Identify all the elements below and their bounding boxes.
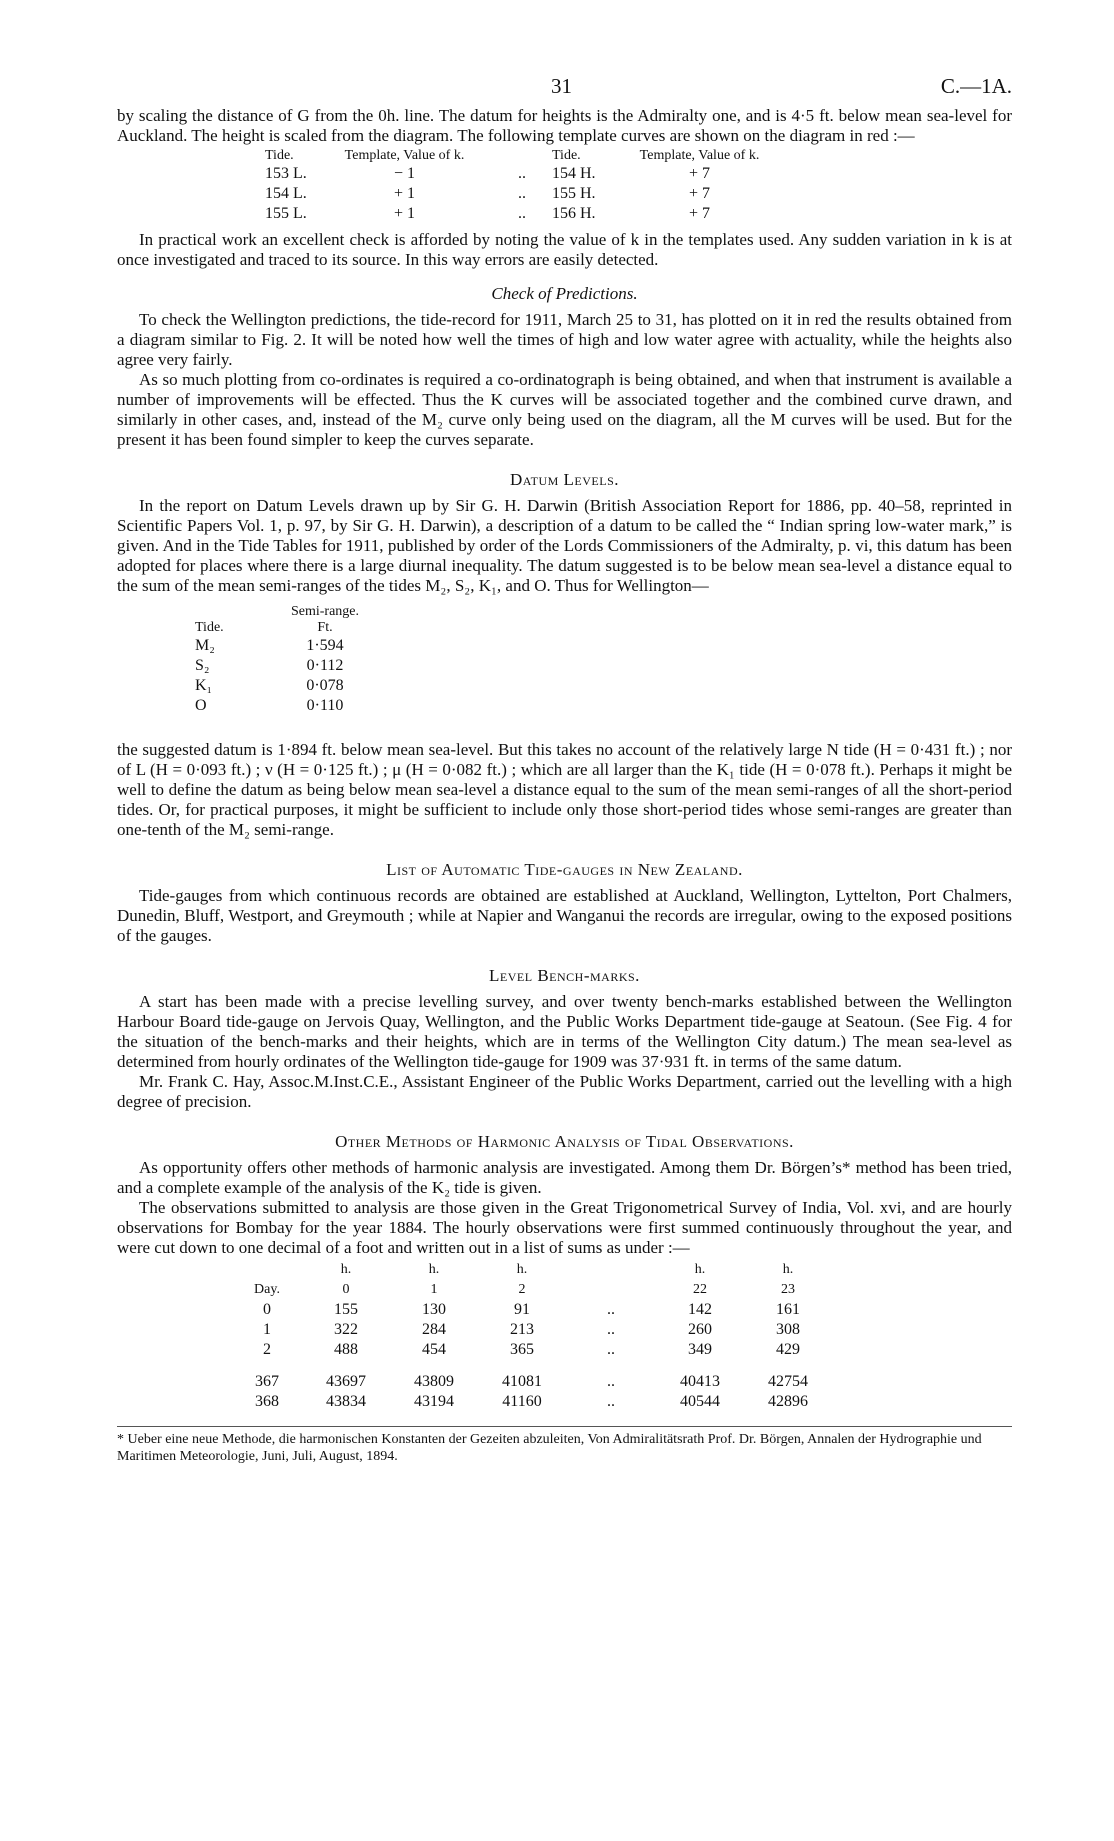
tide-cell: K₁ <box>195 677 213 694</box>
hour-unit: h. <box>340 1262 352 1277</box>
paragraph-check: In practical work an excellent check is afforded by noting the value of k in the templates used. Any sudden variation in k is at once investigated and traced to its source. In this way errors are easily detected. <box>117 230 1012 269</box>
table-row <box>195 656 365 676</box>
section-code: C.—1A. <box>940 74 1012 98</box>
col-header-semi-range: Semi-range. <box>290 604 360 619</box>
col-header-template-2: Template, Value of k. <box>639 148 760 163</box>
paragraph-suggested-datum: the suggested datum is 1·894 ft. below mean sea-level. But this takes no account of the relatively large N tide (H = 0·431 ft.) ; nor of L (H = 0·093 ft.) ; ν (H = 0·125 ft.) ; μ (H = 0·082 ft.) ; which are all larger than the K₁ tide (H = 0·078 ft.). Perhaps it might be well to define the datum as being below mean sea-level a distance equal to the sum of the mean semi-ranges of all the short-period tides. Or, for practical purposes, it might be sufficient to include only those short-period tides whose semi-ranges are greater than one-tenth of the M₂ semi-range. <box>117 740 1012 839</box>
k-cell: + 1 <box>393 205 416 222</box>
k-cell: + 1 <box>393 185 416 202</box>
table-row <box>195 676 365 696</box>
tide-cell: 156 H. <box>552 205 596 222</box>
heading-tide-gauges: List of Automatic Tide-gauges in New Zealand. <box>386 860 743 879</box>
tide-cell: 155 H. <box>552 185 596 202</box>
heading-bench-marks: Level Bench-marks. <box>489 966 640 985</box>
hourly-sums-table <box>232 1260 832 1412</box>
col-header-hour <box>566 1280 656 1300</box>
table-row: 367 43697 43809 41081 .. 40413 42754 <box>255 1373 808 1390</box>
table-row <box>195 696 365 716</box>
paragraph-wellington-predictions: To check the Wellington predictions, the tide-record for 1911, March 25 to 31, has plotted on it in red the results obtained from a diagram similar to Fig. 2. It will be noted how well the times of high and low water agree with actuality, while the heights also agree very fairly. <box>117 310 1012 369</box>
k-cell: + 7 <box>688 165 711 182</box>
template-table <box>265 148 787 224</box>
paragraph-frank-hay: Mr. Frank C. Hay, Assoc.M.Inst.C.E., Assistant Engineer of the Public Works Department, carried out the levelling with a high degree of precision. <box>117 1072 1012 1111</box>
paragraph-observations: The observations submitted to analysis are those given in the Great Trigonometrical Survey of India, Vol. xvi, and are hourly observations for Bombay for the year 1884. The hourly observations were first summed continuously throughout the year, and were cut down to one decimal of a foot and written out in a list of sums as under :— <box>117 1198 1012 1257</box>
value-cell: 1·594 <box>306 637 344 654</box>
hour-unit: h. <box>428 1262 440 1277</box>
tide-cell: M₂ <box>195 637 215 654</box>
table-row: 0 155 130 91 .. 142 161 <box>263 1301 800 1318</box>
heading-other-methods: Other Methods of Harmonic Analysis of Tidal Observations. <box>335 1132 794 1151</box>
tide-cell: 155 L. <box>265 205 307 222</box>
paragraph-tide-gauges: Tide-gauges from which continuous records are obtained are established at Auckland, Wellington, Lyttelton, Port Chalmers, Dunedin, Bluff, Westport, and Greymouth ; while at Napier and Wanganui the records are irregular, owing to the exposed positions of the gauges. <box>117 886 1012 945</box>
tide-cell: 154 H. <box>552 165 596 182</box>
paragraph-levelling-survey: A start has been made with a precise levelling survey, and over twenty bench-marks established between the Wellington Harbour Board tide-gauge on Jervois Quay, Wellington, and the Public Works Department tide-gauge at Seatoun. (See Fig. 4 for the situation of the bench-marks and their heights, which are in terms of the Wellington City datum.) The mean sea-level as determined from hourly ordinates of the Wellington tide-gauge for 1909 was 37·931 ft. in terms of the same datum. <box>117 992 1012 1071</box>
semi-range-table <box>195 604 365 716</box>
table-row <box>265 204 787 224</box>
col-header-tide-2: Tide. <box>552 148 581 163</box>
document-page <box>117 76 1012 1465</box>
col-header-hour: 22 <box>693 1282 707 1297</box>
footnote: * Ueber eine neue Methode, die harmonischen Konstanten der Gezeiten abzuleiten, Von Admiralitätsrath Prof. Dr. Börgen, Annalen der Hydrographie und Maritimen Meteorologie, Juni, Juli, August, 1894. <box>117 1426 1012 1465</box>
tide-cell: O <box>195 697 207 714</box>
value-cell: 0·078 <box>306 677 344 694</box>
paragraph-coordinatograph: As so much plotting from co-ordinates is required a co-ordinatograph is being obtained, and when that instrument is available a number of improvements will be effected. Thus the K curves will be associated together and the combined curve drawn, and similarly in other cases, and, instead of the M₂ curve only being used on the diagram, all the M curves will be used. But for the present it has been found simpler to keep the curves separate. <box>117 370 1012 449</box>
tide-cell: 154 L. <box>265 185 307 202</box>
col-header-tide: Tide. <box>265 148 294 163</box>
col-header-hour: 23 <box>781 1282 795 1297</box>
page-number: 31 <box>551 74 572 98</box>
col-header-hour: 2 <box>518 1282 526 1297</box>
k-cell: + 7 <box>688 205 711 222</box>
page-header <box>117 76 1012 106</box>
k-cell: − 1 <box>393 165 416 182</box>
table-row <box>265 184 787 204</box>
col-header-unit: Ft. <box>317 620 333 635</box>
heading-check-predictions: Check of Predictions. <box>491 284 638 303</box>
hour-unit: h. <box>782 1262 794 1277</box>
leader-dots: .. <box>518 185 526 202</box>
paragraph-scaling: by scaling the distance of G from the 0h. line. The datum for heights is the Admiralty one, and is 4·5 ft. below mean sea-level for Auckland. The height is scaled from the diagram. The following template curves are shown on the diagram in red :— <box>117 106 1012 145</box>
table-row: 368 43834 43194 41160 .. 40544 42896 <box>255 1393 808 1410</box>
k-cell: + 7 <box>688 185 711 202</box>
col-header-tide: Tide. <box>195 620 224 635</box>
table-row <box>195 636 365 656</box>
tide-cell: 153 L. <box>265 165 307 182</box>
table-row: 1 322 284 213 .. 260 308 <box>263 1321 800 1338</box>
leader-dots: .. <box>518 165 526 182</box>
hour-unit: h. <box>516 1262 528 1277</box>
hour-unit: h. <box>694 1262 706 1277</box>
tide-cell: S₂ <box>195 657 210 674</box>
heading-datum-levels: Datum Levels. <box>510 470 619 489</box>
col-header-hour: 0 <box>342 1282 350 1297</box>
leader-dots: .. <box>518 205 526 222</box>
col-header-day: Day. <box>254 1282 280 1297</box>
paragraph-datum-report: In the report on Datum Levels drawn up by Sir G. H. Darwin (British Association Report for 1886, pp. 40–58, reprinted in Scientific Papers Vol. 1, p. 97, by Sir G. H. Darwin), a description of a datum to be called the “ Indian spring low-water mark,” is given. And in the Tide Tables for 1911, published by order of the Lords Commissioners of the Admiralty, p. vi, this datum has been adopted for places where there is a large diurnal inequality. The datum suggested is to be below mean sea-level a distance equal to the sum of the mean semi-ranges of the tides M₂, S₂, K₁, and O. Thus for Wellington— <box>117 496 1012 595</box>
table-row: 2 488 454 365 .. 349 429 <box>263 1341 800 1358</box>
paragraph-borgen-method: As opportunity offers other methods of harmonic analysis are investigated. Among them Dr. Börgen’s* method has been tried, and a complete example of the analysis of the K₂ tide is given. <box>117 1158 1012 1197</box>
table-row <box>265 164 787 184</box>
value-cell: 0·110 <box>306 697 344 714</box>
col-header-template: Template, Value of k. <box>344 148 465 163</box>
col-header-hour: 1 <box>430 1282 438 1297</box>
value-cell: 0·112 <box>306 657 344 674</box>
